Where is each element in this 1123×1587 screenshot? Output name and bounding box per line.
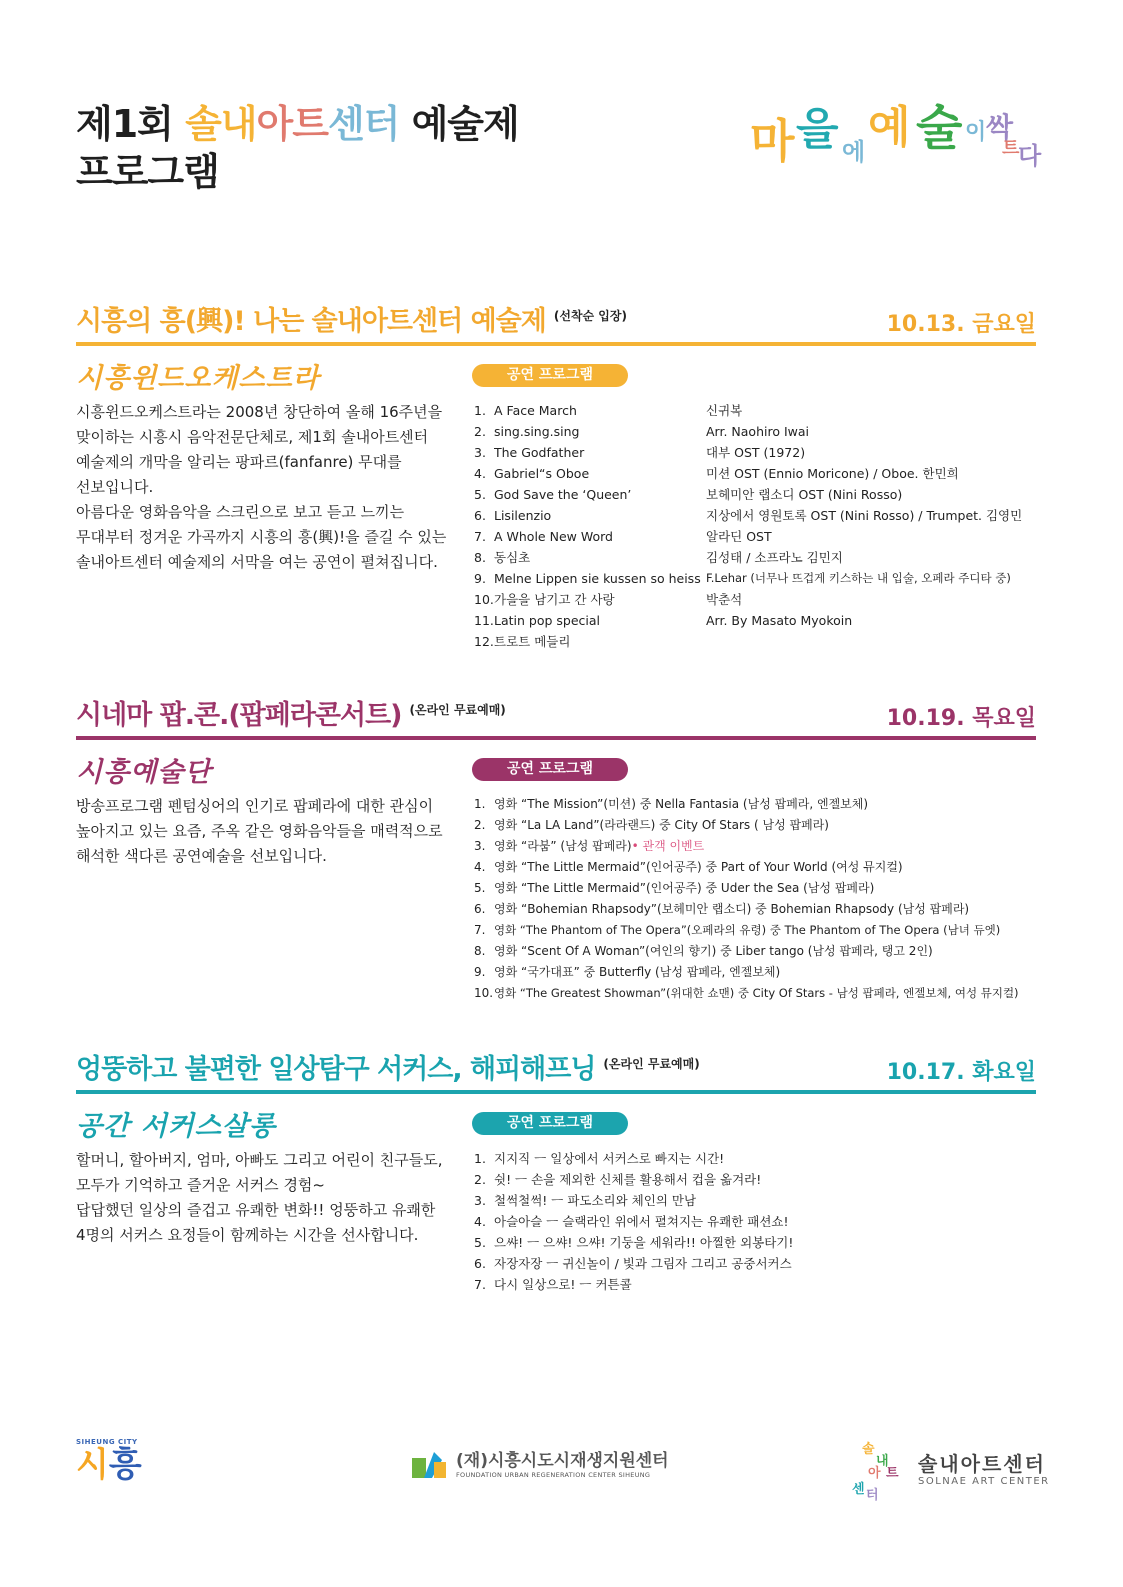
program-item: 2. sing.sing.sing Arr. Naohiro Iwai bbox=[474, 424, 809, 439]
hero-char: 싹 bbox=[986, 111, 1014, 144]
section-date: 10.17. 화요일 bbox=[886, 1060, 1036, 1085]
hero-char: 마 bbox=[750, 114, 795, 168]
title-line-2: 프로그램 bbox=[76, 150, 219, 194]
section-title: 시네마 팝.콘.(팝페라콘서트) $^{(온라인 무료예매)}$ bbox=[76, 700, 506, 731]
footer bbox=[0, 1430, 1123, 1510]
urban-regeneration-name: (재)시흥시도시재생지원센터 bbox=[456, 1451, 669, 1471]
program-item: 6. 영화 “Bohemian Rhapsody”(보헤미안 랩소디) 중 Bohemian Rhapsody (남성 팝페라) bbox=[474, 902, 970, 916]
section-circus bbox=[76, 1048, 1036, 1308]
section-date: 10.13. 금요일 bbox=[886, 312, 1036, 337]
section-divider bbox=[76, 736, 1036, 740]
description-line: 시흥윈드오케스트라는 2008년 창단하여 올해 16주년을 bbox=[76, 403, 443, 421]
program-label: 공연 프로그램 bbox=[472, 364, 628, 387]
title-word-art: 아트 bbox=[256, 102, 328, 146]
section-header bbox=[76, 300, 1036, 346]
festival-hero-logo bbox=[750, 100, 1050, 190]
section-divider bbox=[76, 1090, 1036, 1094]
hero-char: 에 bbox=[842, 138, 866, 166]
description-line: 할머니, 할아버지, 엄마, 아빠도 그리고 어린이 친구들도, bbox=[76, 1151, 443, 1169]
program-item: 7. 다시 일상으로! ㅡ 커튼콜 bbox=[474, 1277, 632, 1292]
program-item: 12. 트로트 메들리 bbox=[474, 634, 571, 649]
section-divider bbox=[76, 342, 1036, 346]
solnae-mark-char: 아 bbox=[868, 1466, 881, 1481]
admission-note: (온라인 무료예매) bbox=[409, 703, 506, 717]
program-item: 1. A Face March 신귀복 bbox=[474, 403, 743, 418]
program-item: 4. Gabriel“s Oboe 미션 OST (Ennio Moricone) / Oboe. 한민희 bbox=[474, 466, 959, 481]
program-item: 10. 가을을 남기고 간 사랑 박춘석 bbox=[474, 592, 743, 607]
hero-char: 이 bbox=[965, 120, 987, 145]
program-list bbox=[474, 400, 1040, 652]
program-item: 5. God Save the ‘Queen’ 보헤미안 랩소디 OST (Nini Rosso) bbox=[474, 487, 903, 502]
program-label: 공연 프로그램 bbox=[472, 758, 628, 781]
section-wind-orchestra bbox=[76, 300, 1036, 660]
description-line: 답답했던 일상의 즐겁고 유쾌한 변화!! 엉뚱하고 유쾌한 bbox=[76, 1201, 436, 1219]
hero-char: 트 bbox=[1002, 138, 1020, 159]
solnae-mark-char: 솔 bbox=[862, 1442, 875, 1457]
performer-name: 시흥예술단 bbox=[76, 757, 212, 788]
performer-name: 공간 서커스살롱 bbox=[76, 1111, 276, 1142]
description-line: 선보입니다. bbox=[76, 478, 154, 496]
solnae-art-center-logo bbox=[848, 1438, 1050, 1503]
description-line: 4명의 서커스 요정들이 함께하는 시간을 선사합니다. bbox=[76, 1226, 419, 1244]
program-item: 8. 동심초 김성태 / 소프라노 김민지 bbox=[474, 550, 843, 565]
description-line: 무대부터 정겨운 가곡까지 시흥의 흥(興)!을 즐길 수 있는 bbox=[76, 528, 447, 546]
program-item: 9. 영화 “국가대표” 중 Butterfly (남성 팝페라, 엔젤보체) bbox=[474, 965, 781, 979]
section-title: 시흥의 흥(興)! 나는 솔내아트센터 예술제 $^{(선착순 입장)}$ bbox=[76, 306, 627, 337]
program-item: 10. 영화 “The Greatest Showman”(위대한 쇼맨) 중 City Of Stars - 남성 팝페라, 엔젤보체, 여성 뮤지컬) bbox=[474, 986, 1019, 1000]
siheung-city-label: SIHEUNG CITY bbox=[76, 1438, 138, 1446]
audience-event-tag: • 관객 이벤트 bbox=[631, 839, 705, 853]
title-line-1 bbox=[76, 100, 519, 148]
urban-regeneration-icon bbox=[410, 1448, 450, 1482]
urban-regeneration-en: FOUNDATION URBAN REGENERATION CENTER SIHEUNG bbox=[456, 1471, 651, 1479]
program-item: 7. 영화 “The Phantom of The Opera”(오페라의 유령) 중 The Phantom of The Opera (남녀 듀엣) bbox=[474, 923, 1001, 937]
siheung-city-logo bbox=[76, 1438, 142, 1484]
description-line: 해석한 색다른 공연예술을 선보입니다. bbox=[76, 847, 327, 865]
description-line: 방송프로그램 펜텀싱어의 인기로 팝페라에 대한 관심이 bbox=[76, 797, 434, 815]
program-item: 5. 영화 “The Little Mermaid”(인어공주) 중 Uder the Sea (남성 팝페라) bbox=[474, 881, 875, 895]
performer-name: 시흥윈드오케스트라 bbox=[76, 363, 320, 394]
title-word-solnae: 솔내 bbox=[185, 102, 257, 146]
solnae-mark bbox=[848, 1438, 914, 1503]
section-date: 10.19. 목요일 bbox=[886, 706, 1036, 731]
description-line: 맞이하는 시흥시 음악전문단체로, 제1회 솔내아트센터 bbox=[76, 428, 429, 446]
hero-char: 을 bbox=[796, 104, 839, 155]
hero-char: 다 bbox=[1018, 142, 1042, 170]
hero-char: 예 bbox=[868, 102, 911, 153]
description-line: 아름다운 영화음악을 스크린으로 보고 듣고 느끼는 bbox=[76, 503, 405, 521]
program-item: 7. A Whole New Word 알라딘 OST bbox=[474, 529, 772, 544]
hero-char: 술 bbox=[916, 100, 963, 156]
title-word-center: 센터 bbox=[327, 102, 400, 146]
program-item: 11. Latin pop special Arr. By Masato Myokoin bbox=[474, 613, 853, 628]
section-title: 엉뚱하고 불편한 일상탐구 서커스, 해피해프닝 $^{(온라인 무료예매)}$ bbox=[76, 1054, 700, 1085]
program-label: 공연 프로그램 bbox=[472, 1112, 628, 1135]
section-header bbox=[76, 694, 1036, 740]
program-item: 3. 철썩철썩! ㅡ 파도소리와 체인의 만남 bbox=[474, 1193, 697, 1208]
program-list bbox=[474, 794, 1040, 1004]
title-prefix: 제1회 bbox=[76, 102, 173, 146]
solnae-name: 솔내아트센터 bbox=[918, 1451, 1046, 1476]
program-list bbox=[474, 1148, 1040, 1295]
solnae-mark-char: 터 bbox=[866, 1488, 879, 1503]
page-title bbox=[76, 100, 519, 196]
program-item: 9. Melne Lippen sie kussen so heiss F.Lehar (너무나 뜨겁게 키스하는 내 입술, 오페라 주디타 중) bbox=[474, 571, 1011, 586]
description-line: 높아지고 있는 요즘, 주옥 같은 영화음악들을 매력적으로 bbox=[76, 822, 443, 840]
description-line: 모두가 기억하고 즐거운 서커스 경험~ bbox=[76, 1176, 325, 1194]
section-description bbox=[76, 794, 446, 869]
section-header bbox=[76, 1048, 1036, 1094]
solnae-mark-char: 트 bbox=[886, 1466, 899, 1481]
description-line: 솔내아트센터 예술제의 서막을 여는 공연이 펼쳐집니다. bbox=[76, 553, 438, 571]
program-item: 4. 영화 “The Little Mermaid”(인어공주) 중 Part of Your World (여성 뮤지컬) bbox=[474, 860, 903, 874]
program-item: 3. 영화 “라붐” (남성 팝페라) • 관객 이벤트 bbox=[474, 836, 1040, 857]
program-item: 3. The Godfather 대부 OST (1972) bbox=[474, 445, 806, 460]
program-item: 1. 영화 “The Mission”(미션) 중 Nella Fantasia (남성 팝페라, 엔젤보체) bbox=[474, 797, 869, 811]
siheung-wordmark: 시흥 bbox=[76, 1445, 142, 1485]
program-item: 2. 쉿! ㅡ 손을 제외한 신체를 활용해서 컵을 옮겨라! bbox=[474, 1172, 762, 1187]
section-description bbox=[76, 400, 446, 575]
program-item: 1. 지지직 ㅡ 일상에서 서커스로 빠지는 시간! bbox=[474, 1151, 725, 1166]
program-item: 4. 아슬아슬 ㅡ 슬랙라인 위에서 펼쳐지는 유쾌한 패션쇼! bbox=[474, 1214, 789, 1229]
title-suffix: 예술제 bbox=[411, 102, 519, 146]
program-item: 8. 영화 “Scent Of A Woman”(여인의 향기) 중 Liber tango (남성 팝페라, 탱고 2인) bbox=[474, 944, 933, 958]
admission-note: (선착순 입장) bbox=[553, 309, 627, 323]
urban-regeneration-logo bbox=[410, 1448, 669, 1482]
section-description bbox=[76, 1148, 446, 1248]
program-item: 6. 자장자장 ㅡ 귀신놀이 / 빛과 그림자 그리고 공중서커스 bbox=[474, 1256, 792, 1271]
program-item: 6. Lisilenzio 지상에서 영원토록 OST (Nini Rosso) / Trumpet. 김영민 bbox=[474, 508, 1023, 523]
solnae-mark-char: 내 bbox=[876, 1454, 889, 1469]
program-item: 5. 으쌰! ㅡ 으쌰! 으쌰! 기둥을 세워라!! 아찔한 외봉타기! bbox=[474, 1235, 794, 1250]
solnae-mark-char: 센 bbox=[852, 1482, 865, 1497]
admission-note: (온라인 무료예매) bbox=[603, 1057, 700, 1071]
program-item: 2. 영화 “La LA Land”(라라랜드) 중 City Of Stars ( 남성 팝페라) bbox=[474, 818, 829, 832]
section-cinema-popcon bbox=[76, 694, 1036, 1014]
solnae-name-en: SOLNAE ART CENTER bbox=[918, 1475, 1050, 1487]
description-line: 예술제의 개막을 알리는 팡파르(fanfanre) 무대를 bbox=[76, 453, 402, 471]
